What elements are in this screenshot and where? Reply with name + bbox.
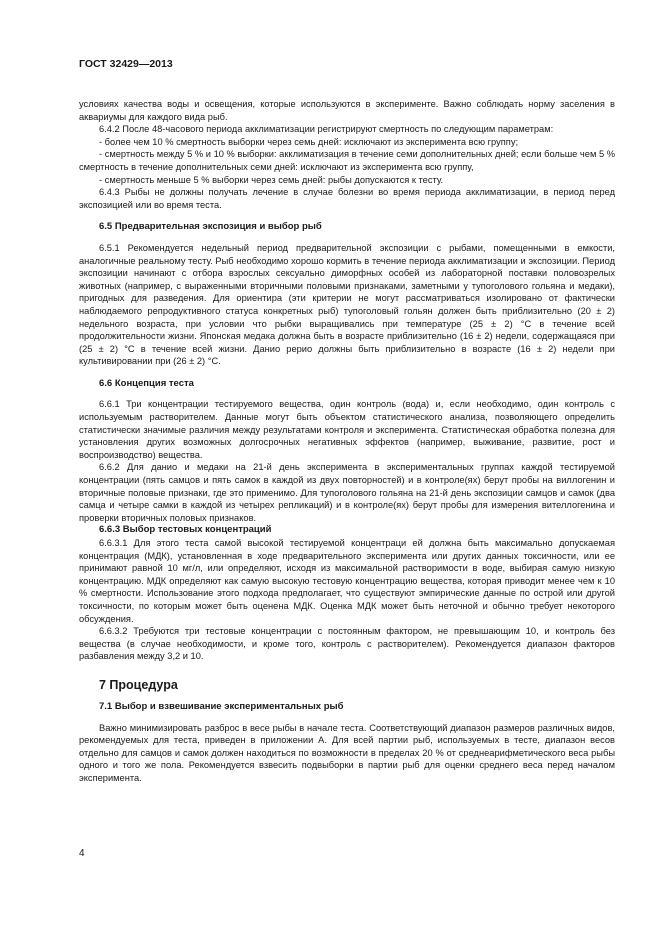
section-heading-7-1: 7.1 Выбор и взвешивание экспериментальных рыб <box>99 700 344 712</box>
paragraph-6-6-3-1: 6.6.3.1 Для этого теста самой высокой тестируемой концентраци ей должна быть максимально допускаемая концентрация (МДК), установленная в ходе предварительного эксперимента или других данных токсичности, или ее принимают равной 10 мг/л, или определяют, исходя из максимальной растворимости в воде, выбирая самую низкую концентрацию. МДК определяют как самую высокую тестовую концентрацию вещества, которая приводит менее чем к 10 % смертности. Использование этого подхода предполагает, что существуют эмпирические данные по острой или другой токсичности, по которым может быть оценена МДК. Оценка МДК может быть неточной и обычно требует некоторого обсуждения. <box>79 538 615 624</box>
paragraph-6-6-2: 6.6.2 Для данио и медаки на 21-й день эксперимента в экспериментальных группах каждой тестируемой концентрации (пять самцов и пять самок в каждой из двух повторностей) и в контроле(ях) берут пробы на виллогенин и вторичные половые признаки, где это применимо. Для тупоголового гольяна на 21-й день экспозиции самцов и самок (два самца и четыре самки в каждой из четырех репликаций) и в контроле(ях) берут пробы для измерения вителлогенина и проверки вторичных половых признаков. <box>79 462 615 523</box>
document-header: ГОСТ 32429—2013 <box>79 58 173 70</box>
paragraph-6-5-1: 6.5.1 Рекомендуется недельный период предварительной экспозиции с рыбами, помещенными в емкости, аналогичные реальному тесту. Рыб необходимо хорошо кормить в течение периода акклиматизации и экспозиции. Период экспозиции начинают с отбора взрослых сексуально диморфных особей из лабораторной поставки половозрелых животных (например, с выраженными вторичными половыми признаками, заметными у тупоголового гольяна и медаки), пригодных для разведения. Для ориентира (эти критерии не могут рассматриваться изолировано от фактически наблюдаемого репродуктивного статуса конкретных рыб) тупоголовый гольян должен быть приблизительно (20 ± 2) недельного возраста, при условии что рыбки выращивались при температуре (25 ± 2) °С в течение всей продолжительности жизни. Японская медака должна быть в возрасте приблизительно (16 ± 2) недели, содержащаяся при (25 ± 2) °С в течение всей жизни. Данио рерио должны быть приблизительно в возрасте (16 ± 2) недели при культивировании при (26 ± 2) °С. <box>79 242 615 367</box>
section-heading-6-5: 6.5 Предварительная экспозиция и выбор рыб <box>99 221 322 233</box>
paragraph-6-6-3-2: 6.6.3.2 Требуются три тестовые концентрации с постоянным фактором, не превышающим 10, и контроль без вещества (в случае необходимости, и кроме того, контроль с растворителем). Рекомендуется диапазон факторов разбавления между 3,2 и 10. <box>79 626 615 662</box>
paragraph: условиях качества воды и освещения, которые используются в эксперименте. Важно соблюдать норму заселения в аквариумы для каждого вида рыб. <box>79 99 615 122</box>
section-heading-6-6: 6.6 Концепция теста <box>99 377 194 389</box>
paragraph-7-1: Важно минимизировать разброс в весе рыбы в начале теста. Соответствующий диапазон размеров различных видов, рекомендуемых для теста, приведен в приложении А. Для всей партии рыб, используемых в тесте, диапазон весов отдельно для самцов и самок должен находиться по возможности в пределах 20 % от среднеарифметического веса рыбы одного и того же пола. Рекомендуется взвесить подвыборки в партии рыб для оценки среднего веса перед началом эксперимента. <box>79 722 615 783</box>
paragraph-6-6-1: 6.6.1 Три концентрации тестируемого вещества, один контроль (вода) и, если необходимо, один контроль с используемым растворителем. Данные могут быть объектом статистического анализа, позволяющего определить статистически значимые различия между результатами контроля и эксперимента. Статистическая обработка полезна для установления других возможных долгосрочных негативных эффектов (например, выживание, развитие, рост и воспроизводство) вещества. <box>79 399 615 460</box>
section-heading-7: 7 Процедура <box>99 677 178 692</box>
paragraph-6-4-3: 6.4.3 Рыбы не должны получать лечение в случае болезни во время периода акклиматизации, в период перед экспозицией или во время теста. <box>79 187 615 210</box>
list-item: - смертность между 5 % и 10 % выборки: акклиматизация в течение семи дополнительных дней; если больше чем 5 % смертность в течение дополнительных семи дней: исключают из эксперимента всю группу, <box>79 149 615 172</box>
list-item: - более чем 10 % смертность выборки через семь дней: исключают из эксперимента всю группу; <box>99 136 519 147</box>
page-number: 4 <box>79 848 85 859</box>
list-item: - смертность меньше 5 % выборки через семь дней: рыбы допускаются к тесту. <box>99 174 444 185</box>
page-body <box>79 58 615 785</box>
paragraph-6-4-2: 6.4.2 После 48-часового периода акклиматизации регистрируют смертность по следующим параметрам: <box>99 124 554 135</box>
section-heading-6-6-3: 6.6.3 Выбор тестовых концентраций <box>99 524 272 536</box>
